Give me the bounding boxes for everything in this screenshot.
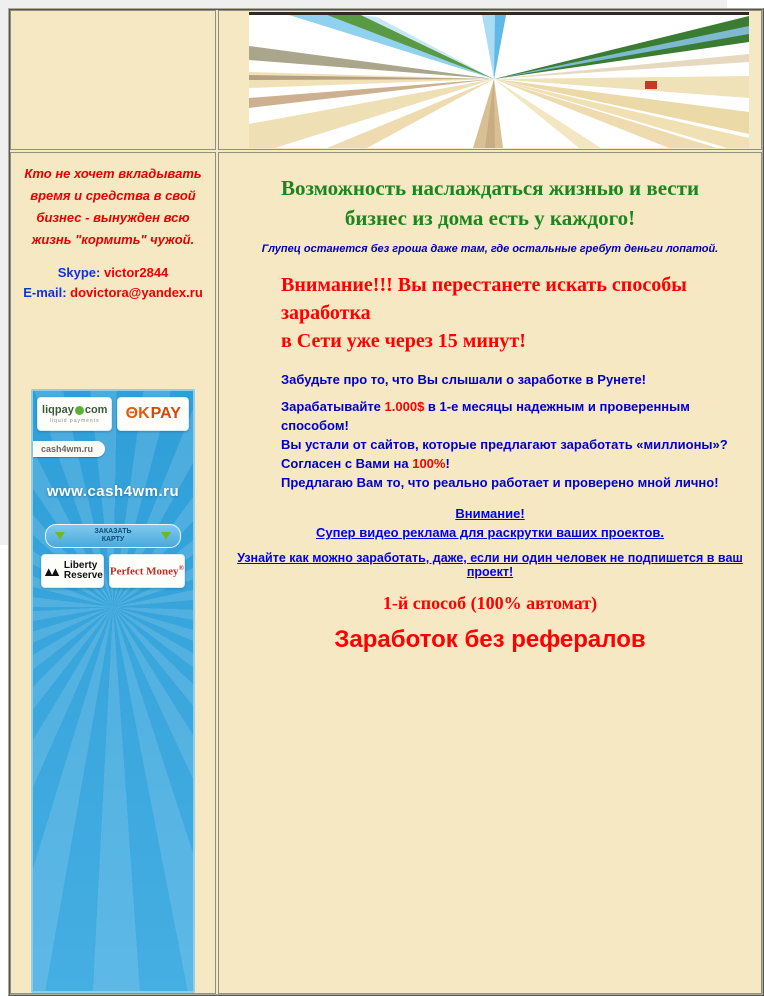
- quote-line: время и средства в свой: [30, 188, 196, 203]
- quote-line: бизнес - вынужден всю: [36, 210, 190, 225]
- sidebar-quote: [11, 163, 215, 251]
- perfect-money-logo: Perfect Money®: [109, 554, 185, 588]
- email-value: dovictora@yandex.ru: [70, 285, 203, 300]
- order-card-button[interactable]: [45, 524, 181, 548]
- quote-line: жизнь "кормить" чужой.: [31, 232, 195, 247]
- skype-value: victor2844: [103, 265, 169, 280]
- banner-payment-logos: [33, 391, 193, 433]
- green-dot-icon: [75, 406, 84, 415]
- link-line: [219, 551, 761, 579]
- okpay-theta-icon: Θ: [125, 405, 139, 422]
- attention-heading: Внимание!!! Вы перестанете искать способы заработка в Сети уже через 15 минут!: [281, 274, 687, 352]
- liqpay-name: liqpay: [42, 403, 74, 416]
- skype-line: [11, 263, 215, 283]
- okpay-logo: Θ K PAY: [117, 397, 189, 431]
- down-arrow-icon: [161, 532, 171, 540]
- big-red-heading: Заработок без рефералов: [334, 626, 646, 653]
- banner-site-url: www.cash4wm.ru: [46, 483, 180, 500]
- method-heading: 1-й способ (100% автомат): [382, 593, 598, 613]
- main-content-cell: [218, 152, 762, 994]
- down-arrow-icon: [55, 532, 65, 540]
- paragraph-forget: Забудьте про то, что Вы слышали о заработке в Рунете!: [281, 372, 647, 387]
- order-button-line2: КАРТУ: [101, 536, 125, 543]
- link-line: [219, 506, 761, 521]
- paragraph-group: [281, 397, 751, 492]
- attention-link[interactable]: Внимание!: [455, 506, 525, 521]
- email-label: E-mail:: [23, 285, 67, 300]
- paragraph-earn: Зарабатывайте 1.000$ в 1-е месяцы надежным и проверенным способом!: [281, 399, 690, 433]
- top-left-cell: [10, 10, 216, 150]
- liqpay-tld: com: [84, 403, 108, 416]
- banner-bottom-logos: [33, 548, 193, 590]
- video-ad-link[interactable]: Супер видео реклама для раскрутки ваших проектов.: [315, 525, 665, 540]
- skype-label: Skype:: [57, 265, 101, 280]
- liqpay-logo: [37, 397, 112, 431]
- learn-more-link[interactable]: Узнайте как можно заработать, даже, если ни один человек не подпишется в ваш проект!: [237, 551, 743, 579]
- liberty-reserve-logo: ▲▲ Liberty Reserve: [41, 554, 104, 588]
- contact-block: [11, 263, 215, 303]
- cash4wm-tab[interactable]: cash4wm.ru: [33, 441, 105, 457]
- top-right-cell: [218, 10, 762, 150]
- page-title: Возможность наслаждаться жизнью и вести бизнес из дома есть у каждого!: [280, 176, 700, 230]
- layout-table: [8, 8, 764, 996]
- liqpay-tagline: liquid payments: [49, 417, 100, 424]
- earn-amount: 1.000$: [384, 399, 425, 414]
- link-line: [219, 525, 761, 540]
- liberty-eagle-icon: ▲▲: [42, 563, 56, 579]
- paragraph-tired: Вы устали от сайтов, которые предлагают заработать «миллионы»?: [281, 437, 728, 452]
- paragraph-agree: Согласен с Вами на 100%!: [281, 456, 450, 471]
- email-line: [11, 283, 215, 303]
- proverb-text: Глупец останется без гроша даже там, где остальные гребут деньги лопатой.: [261, 243, 719, 255]
- quote-line: Кто не хочет вкладывать: [24, 166, 202, 181]
- cash4wm-banner[interactable]: [31, 389, 195, 993]
- order-button-line1: ЗАКАЗАТЬ: [94, 528, 132, 535]
- sidebar-cell: [10, 152, 216, 994]
- rays-image: [249, 12, 749, 148]
- agree-amount: 100%: [412, 456, 446, 471]
- paragraph-offer: Предлагаю Вам то, что реально работает и проверено мной лично!: [281, 475, 719, 490]
